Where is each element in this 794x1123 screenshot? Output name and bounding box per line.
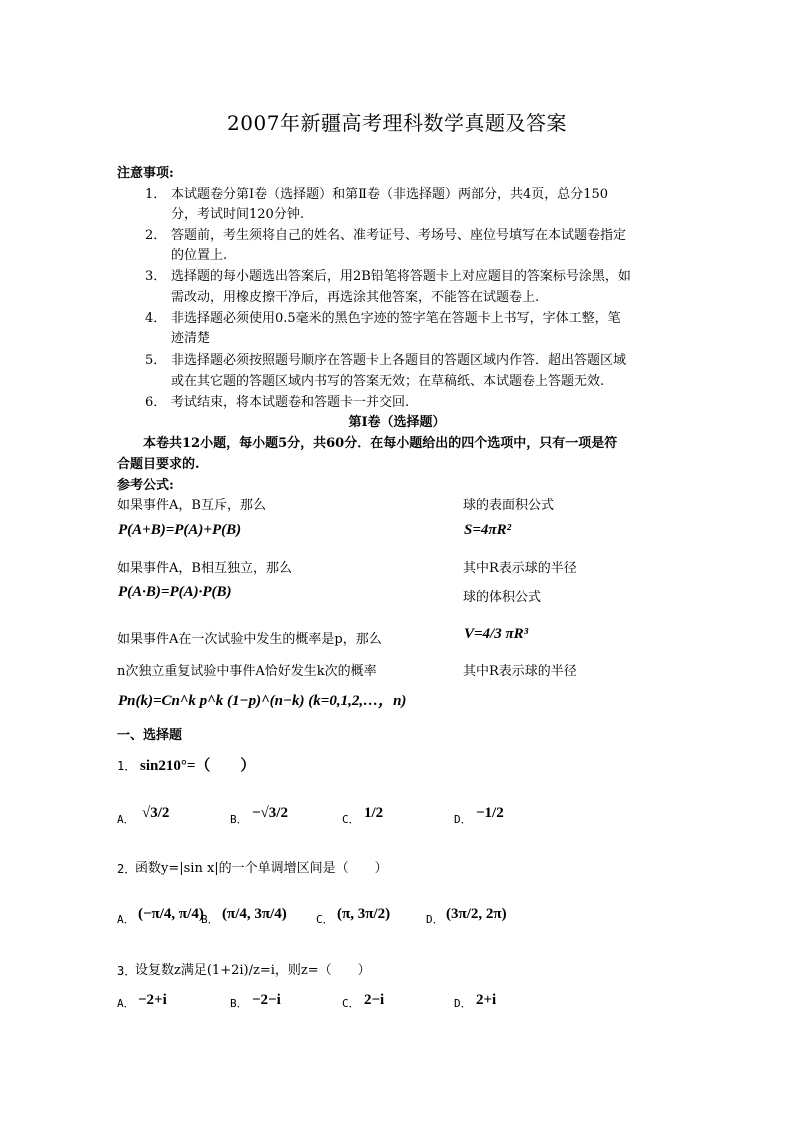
question-1-stem: sin210°=（ ） bbox=[140, 758, 256, 774]
q3-option-a-label: A． bbox=[117, 997, 135, 1010]
q3-option-d[interactable]: 2+i bbox=[476, 992, 497, 1008]
formula-right-2: S=4πR² bbox=[464, 522, 512, 538]
q3-option-c-label: C． bbox=[342, 997, 360, 1010]
notice-item-4-num: 4． bbox=[145, 311, 167, 326]
notice-item-2-num: 2． bbox=[145, 228, 167, 243]
q1-option-c[interactable]: 1/2 bbox=[364, 805, 384, 821]
q1-option-b-label: B． bbox=[230, 813, 248, 826]
q1-option-d-label: D． bbox=[454, 813, 472, 826]
notice-item-5-line2: 或在其它题的答题区域内书写的答案无效；在草稿纸、本试题卷上答题无效. bbox=[171, 374, 605, 389]
formula-left-1: 如果事件A，B互斥，那么 bbox=[117, 498, 266, 513]
notice-item-4-line2: 迹清楚 bbox=[171, 331, 211, 346]
part-heading: 一、选择题 bbox=[117, 728, 183, 743]
formula-left-3: 如果事件A，B相互独立，那么 bbox=[117, 561, 292, 576]
notice-item-1-line1: 本试题卷分第Ⅰ卷（选择题）和第Ⅱ卷（非选择题）两部分，共4页，总分150 bbox=[171, 187, 609, 202]
notice-item-3-num: 3． bbox=[145, 269, 167, 284]
formula-left-7: Pn(k)=Cn^k p^k (1−p)^(n−k) (k=0,1,2,…，n) bbox=[118, 693, 407, 709]
q2-option-c[interactable]: (π, 3π/2) bbox=[337, 906, 391, 922]
q2-option-d[interactable]: (3π/2, 2π) bbox=[446, 906, 507, 922]
notice-item-5-line1: 非选择题必须按照题号顺序在答题卡上各题目的答题区域内作答．超出答题区域 bbox=[171, 353, 627, 368]
formula-left-6: n次独立重复试验中事件A恰好发生k次的概率 bbox=[117, 664, 377, 679]
q3-option-a[interactable]: −2+i bbox=[138, 992, 167, 1008]
q1-option-a-label: A． bbox=[117, 813, 135, 826]
notice-item-3-line1: 选择题的每小题选出答案后，用2B铅笔将答题卡上对应题目的答案标号涂黑，如 bbox=[171, 269, 631, 284]
formula-right-5: V=4/3 πR³ bbox=[464, 626, 529, 642]
q2-option-a-label: A． bbox=[117, 913, 135, 926]
q3-option-b-label: B． bbox=[230, 997, 248, 1010]
question-2-num: 2． bbox=[117, 862, 137, 876]
notice-item-3-line2: 需改动，用橡皮擦干净后，再选涂其他答案，不能答在试题卷上. bbox=[171, 290, 540, 305]
notice-item-4-line1: 非选择题必须使用0.5毫米的黑色字迹的签字笔在答题卡上书写，字体工整，笔 bbox=[171, 311, 621, 326]
document-title: 2007年新疆高考理科数学真题及答案 bbox=[227, 111, 567, 135]
formula-right-4: 球的体积公式 bbox=[463, 590, 542, 605]
formula-left-5: 如果事件A在一次试验中发生的概率是p，那么 bbox=[117, 632, 382, 647]
question-1-num: 1． bbox=[117, 759, 137, 773]
notice-item-6-num: 6． bbox=[145, 395, 167, 410]
q1-option-b[interactable]: −√3/2 bbox=[252, 805, 288, 821]
notice-item-1-line2: 分，考试时间120分钟. bbox=[171, 207, 304, 222]
q2-option-a[interactable]: (−π/4, π/4) bbox=[138, 906, 204, 922]
formula-right-6: 其中R表示球的半径 bbox=[463, 664, 577, 679]
formula-left-4: P(A·B)=P(A)·P(B) bbox=[118, 584, 232, 600]
notice-item-2-line2: 的位置上. bbox=[171, 248, 228, 263]
question-2-stem: 函数y=|sin x|的一个单调增区间是（ ） bbox=[135, 861, 388, 876]
q2-option-c-label: C． bbox=[316, 913, 334, 926]
formulas-heading: 参考公式: bbox=[117, 478, 174, 493]
question-3-num: 3． bbox=[117, 964, 137, 978]
notice-item-6-line1: 考试结束，将本试题卷和答题卡一并交回. bbox=[171, 395, 410, 410]
formula-left-2: P(A+B)=P(A)+P(B) bbox=[118, 522, 242, 538]
section-intro-line2: 合题目要求的. bbox=[117, 457, 200, 472]
q1-option-c-label: C． bbox=[342, 813, 360, 826]
question-3-stem: 设复数z满足(1+2i)/z=i，则z=（ ） bbox=[135, 963, 371, 978]
notice-item-5-num: 5． bbox=[145, 353, 167, 368]
q3-option-c[interactable]: 2−i bbox=[364, 992, 385, 1008]
q1-option-a[interactable]: √3/2 bbox=[142, 805, 170, 821]
formula-right-1: 球的表面积公式 bbox=[463, 498, 555, 513]
notice-item-1-num: 1． bbox=[145, 187, 167, 202]
notice-item-2-line1: 答题前，考生须将自己的姓名、准考证号、考场号、座位号填写在本试题卷指定 bbox=[171, 228, 627, 243]
q3-option-b[interactable]: −2−i bbox=[252, 992, 281, 1008]
q1-option-d[interactable]: −1/2 bbox=[476, 805, 504, 821]
formula-right-3: 其中R表示球的半径 bbox=[463, 561, 577, 576]
section-intro-line1: 本卷共12小题，每小题5分，共60分．在每小题给出的四个选项中，只有一项是符 bbox=[143, 436, 618, 451]
section-heading: 第Ⅰ卷（选择题） bbox=[348, 415, 446, 430]
q2-option-b[interactable]: (π/4, 3π/4) bbox=[222, 906, 287, 922]
notice-heading: 注意事项: bbox=[117, 166, 174, 181]
q2-option-d-label: D． bbox=[426, 913, 444, 926]
q3-option-d-label: D． bbox=[454, 997, 472, 1010]
q2-option-b-label: B． bbox=[201, 913, 219, 926]
